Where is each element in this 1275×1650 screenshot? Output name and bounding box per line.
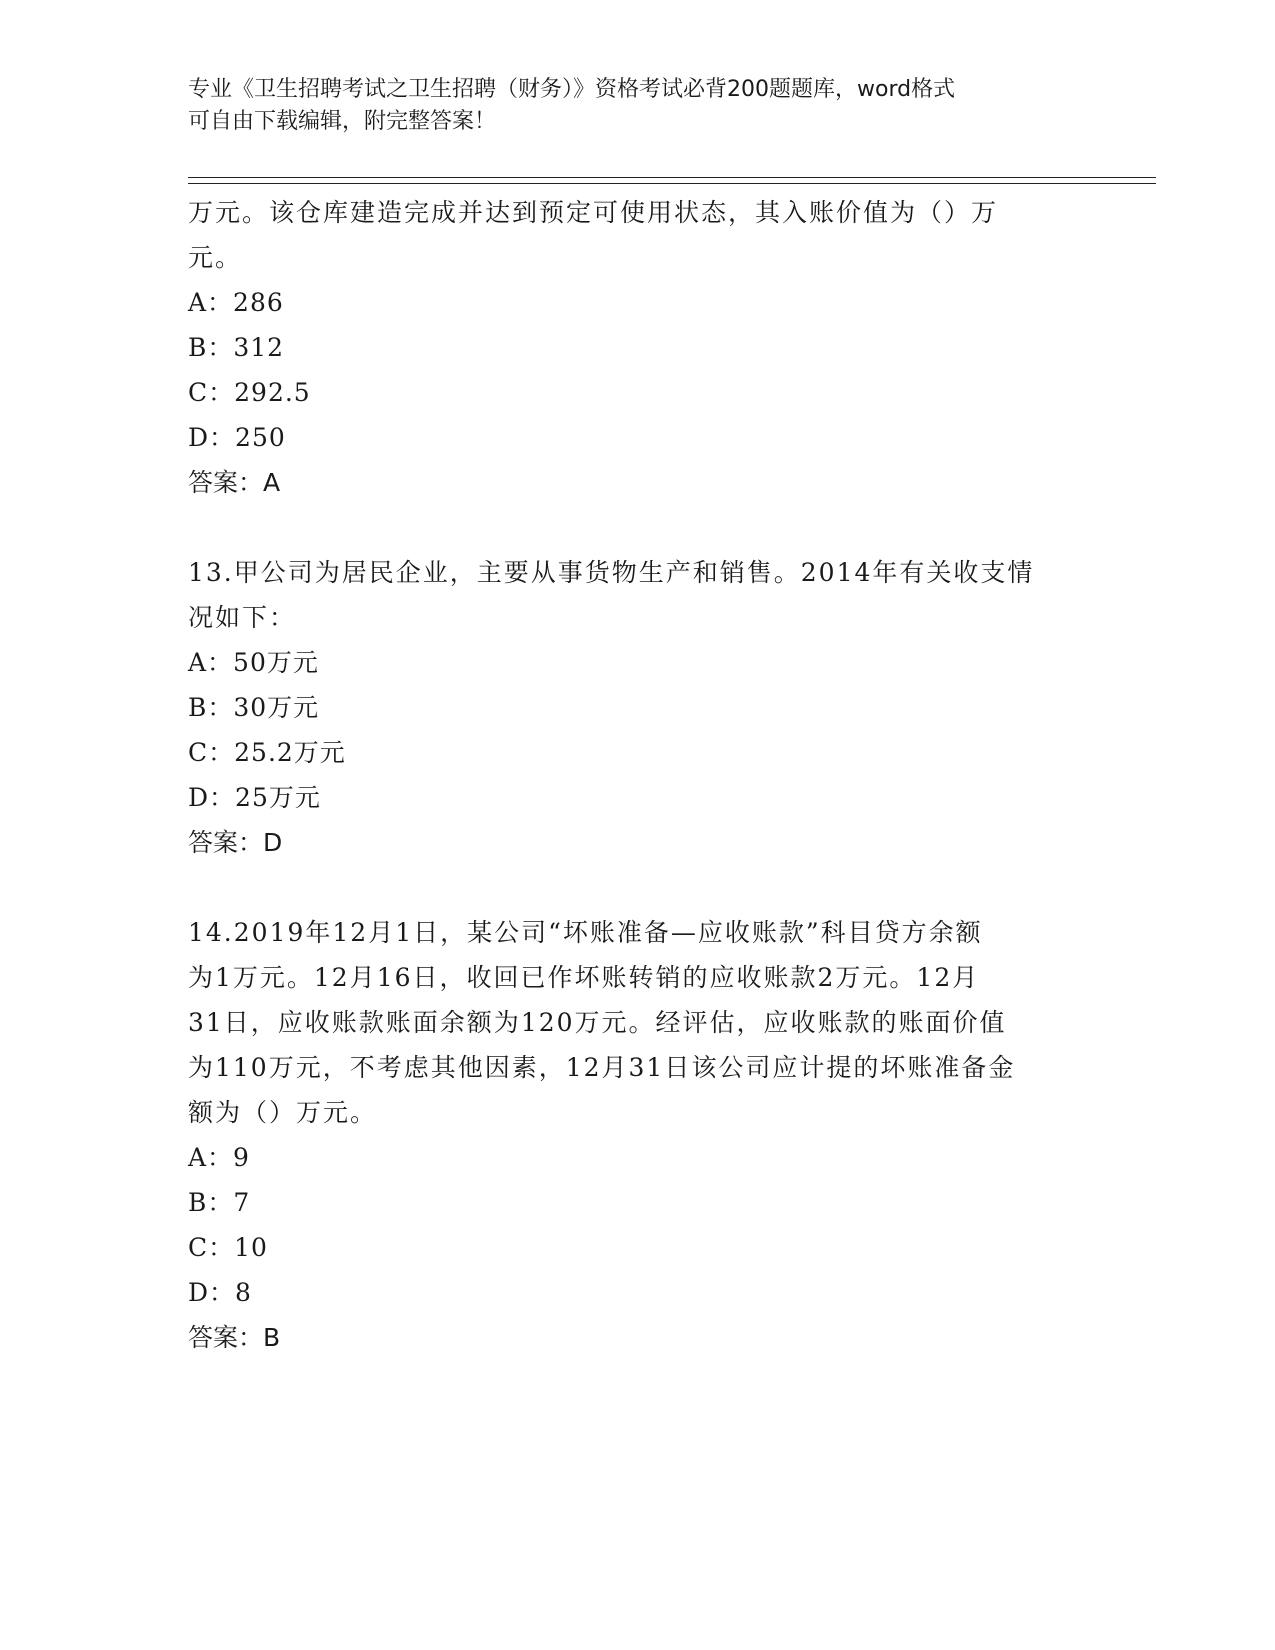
option-c: C：10 bbox=[188, 1233, 268, 1262]
question-fragment bbox=[188, 190, 1088, 505]
header-title-line-2: 可自由下载编辑，附完整答案！ bbox=[188, 109, 497, 134]
question-text-line: 13.甲公司为居民企业，主要从事货物生产和销售。2014年有关收支情 bbox=[188, 558, 1035, 587]
answer-line: 答案：B bbox=[188, 1323, 281, 1352]
question-text-line: 14.2019年12月1日，某公司“坏账准备—应收账款”科目贷方余额 bbox=[188, 918, 983, 947]
option-c: C：25.2万元 bbox=[188, 738, 346, 767]
spacer bbox=[188, 865, 1088, 910]
spacer bbox=[188, 505, 1088, 550]
option-b: B：30万元 bbox=[188, 693, 320, 722]
option-d: D：25万元 bbox=[188, 783, 321, 812]
option-a: A：286 bbox=[188, 288, 284, 317]
question-text-line: 万元。该仓库建造完成并达到预定可使用状态，其入账价值为（）万 bbox=[188, 198, 999, 227]
document-header bbox=[188, 74, 1088, 138]
option-c: C：292.5 bbox=[188, 378, 311, 407]
option-b: B：7 bbox=[188, 1188, 251, 1217]
question-text-line: 额为（）万元。 bbox=[188, 1098, 378, 1127]
header-title-line-1: 专业《卫生招聘考试之卫生招聘（财务）》资格考试必背200题题库，word格式 bbox=[188, 77, 956, 102]
question-14 bbox=[188, 910, 1088, 1360]
answer-line: 答案：A bbox=[188, 468, 281, 497]
document-body bbox=[188, 190, 1088, 1360]
option-d: D：8 bbox=[188, 1278, 252, 1307]
header-divider-top bbox=[188, 177, 1156, 178]
question-text-line: 为1万元。12月16日，收回已作坏账转销的应收账款2万元。12月 bbox=[188, 963, 980, 992]
question-text-line: 况如下： bbox=[188, 603, 297, 632]
question-text-line: 为110万元，不考虑其他因素，12月31日该公司应计提的坏账准备金 bbox=[188, 1053, 1016, 1082]
answer-line: 答案：D bbox=[188, 828, 283, 857]
option-a: A：9 bbox=[188, 1143, 250, 1172]
question-13 bbox=[188, 550, 1088, 865]
option-b: B：312 bbox=[188, 333, 285, 362]
option-d: D：250 bbox=[188, 423, 286, 452]
question-text-line: 31日，应收账款账面余额为120万元。经评估，应收账款的账面价值 bbox=[188, 1008, 1007, 1037]
option-a: A：50万元 bbox=[188, 648, 319, 677]
header-divider-bottom bbox=[188, 183, 1156, 184]
question-text-line: 元。 bbox=[188, 243, 243, 272]
